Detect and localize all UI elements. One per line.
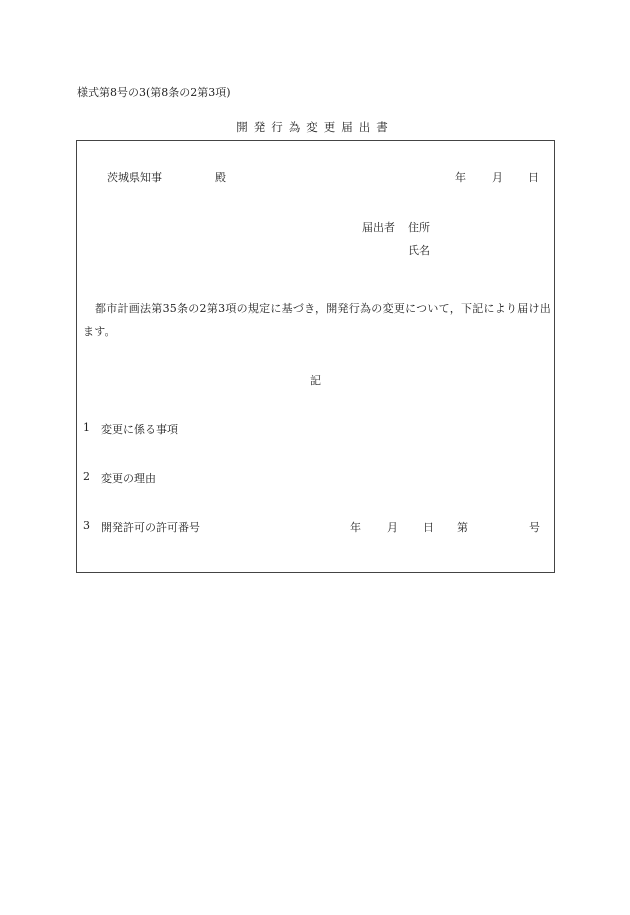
item-3-label: 開発許可の許可番号 [101,521,200,534]
honorific: 殿 [215,171,226,184]
address-label: 住所 [408,221,430,234]
permit-go-label: 号 [529,521,540,534]
permit-dai-label: 第 [457,521,468,534]
date-month-label: 月 [492,171,503,184]
form-box [76,140,555,573]
document-title: 開発行為変更届出書 [236,120,394,134]
ki-heading: 記 [310,374,321,387]
body-text: 都市計画法第35条の2第3項の規定に基づき，開発行為の変更について，下記により届け出ます。 [83,302,551,338]
form-number: 様式第8号の3(第8条の2第3項) [77,86,231,99]
item-2-number: 2 [83,470,90,483]
item-1-label: 変更に係る事項 [101,423,178,436]
permit-month-label: 月 [387,521,398,534]
item-1-number: 1 [83,421,90,434]
date-year-label: 年 [455,171,466,184]
notifier-label: 届出者 [362,221,395,234]
permit-year-label: 年 [350,521,361,534]
addressee: 茨城県知事 [107,171,162,184]
name-label: 氏名 [408,244,430,257]
permit-day-label: 日 [423,521,434,534]
item-2-label: 変更の理由 [101,472,156,485]
date-day-label: 日 [528,171,539,184]
item-3-number: 3 [83,519,90,532]
